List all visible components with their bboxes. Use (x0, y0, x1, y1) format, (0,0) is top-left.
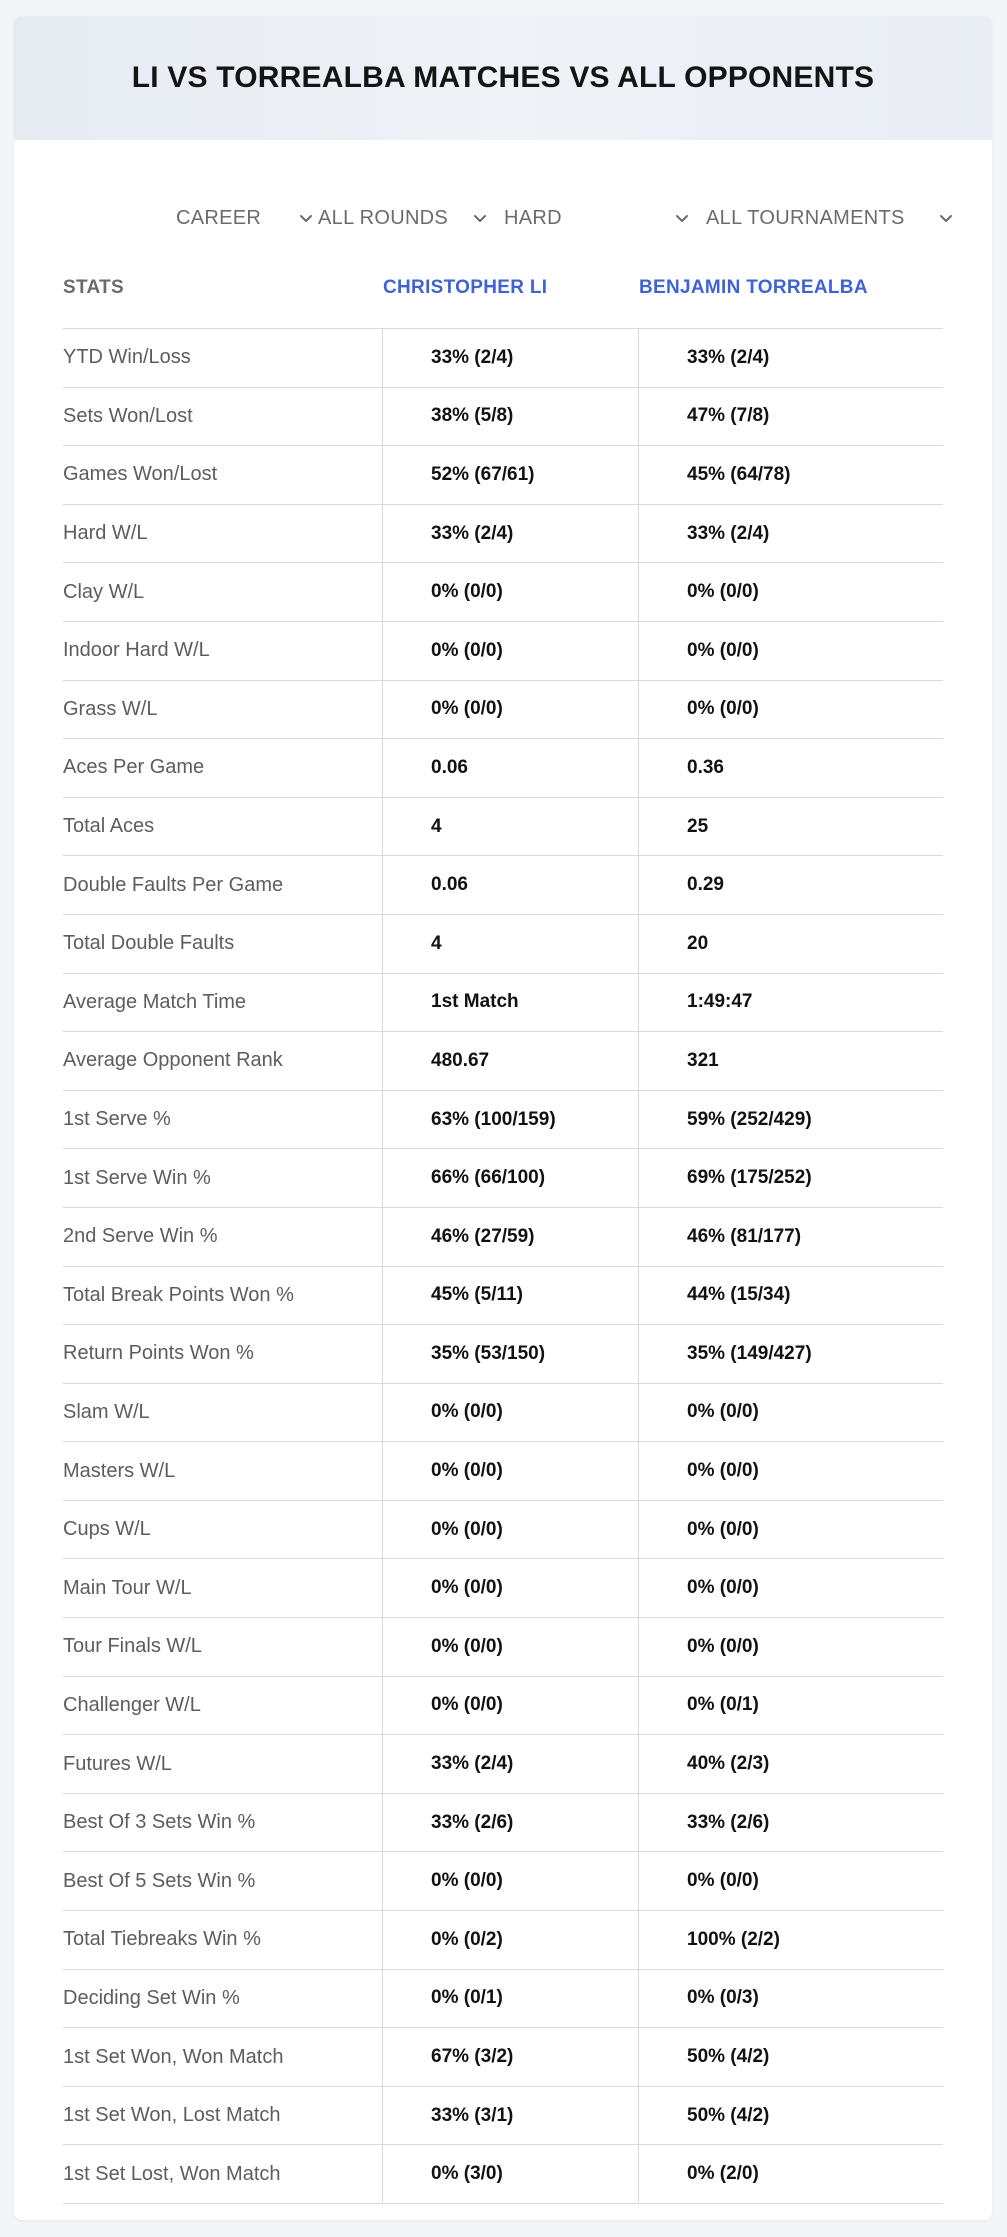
stat-label: 1st Set Won, Won Match (63, 2028, 383, 2086)
player2-stat-value: 33% (2/4) (687, 522, 770, 544)
filter-rounds-dropdown[interactable] (318, 188, 488, 248)
stat-label: Return Points Won % (63, 1325, 383, 1383)
filter-surface-value: HARD (504, 206, 562, 229)
player2-stat-value: 0% (0/0) (687, 1870, 759, 1892)
stat-label: Main Tour W/L (63, 1559, 383, 1617)
player1-stat-value: 45% (5/11) (383, 1267, 639, 1325)
stat-label: Total Double Faults (63, 915, 383, 973)
player1-stat-value: 0% (0/0) (383, 681, 639, 739)
stat-label: Average Opponent Rank (63, 1032, 383, 1090)
player2-stat-value: 0% (0/0) (687, 639, 759, 661)
player1-stat-value: 0% (0/0) (383, 563, 639, 621)
player1-stat-value: 0.06 (383, 856, 639, 914)
player2-stat-value: 0% (0/0) (687, 1635, 759, 1657)
stat-label: Best Of 3 Sets Win % (63, 1794, 383, 1852)
player1-stat-value: 0% (0/0) (383, 622, 639, 680)
stat-label: Sets Won/Lost (63, 388, 383, 446)
player2-stat-value: 45% (64/78) (687, 463, 791, 485)
table-row (63, 1208, 943, 1267)
player2-stat-value: 0% (2/0) (687, 2163, 759, 2185)
table-header (63, 248, 943, 329)
player1-stat-value: 33% (2/4) (383, 505, 639, 563)
stat-label: Cups W/L (63, 1501, 383, 1559)
card-header (14, 16, 992, 140)
table-row (63, 798, 943, 857)
table-row (63, 1501, 943, 1560)
table-row (63, 2145, 943, 2204)
chevron-down-icon (938, 210, 954, 226)
player2-stat-value: 1:49:47 (687, 991, 753, 1013)
stat-label: Indoor Hard W/L (63, 622, 383, 680)
column-header-player1[interactable]: CHRISTOPHER LI (383, 277, 548, 298)
table-row (63, 329, 943, 388)
player1-stat-value: 0% (0/0) (383, 1384, 639, 1442)
page-title: LI VS TORREALBA MATCHES VS ALL OPPONENTS (131, 61, 875, 94)
stat-label: Games Won/Lost (63, 446, 383, 504)
table-row (63, 739, 943, 798)
player1-stat-value: 46% (27/59) (383, 1208, 639, 1266)
stat-label: 1st Set Won, Lost Match (63, 2087, 383, 2145)
player2-stat-value: 25 (687, 815, 709, 837)
table-row (63, 1970, 943, 2029)
stat-label: Grass W/L (63, 681, 383, 739)
player1-stat-value: 0% (0/1) (383, 1970, 639, 2028)
table-row (63, 1325, 943, 1384)
stats-table (63, 248, 943, 2204)
table-row (63, 1735, 943, 1794)
player2-stat-value: 50% (4/2) (687, 2046, 770, 2068)
table-row (63, 1032, 943, 1091)
table-row (63, 1559, 943, 1618)
player1-stat-value: 0% (0/0) (383, 1677, 639, 1735)
player1-stat-value: 0% (0/0) (383, 1852, 639, 1910)
player2-stat-value: 35% (149/427) (687, 1342, 812, 1364)
player1-stat-value: 4 (383, 915, 639, 973)
table-body (63, 329, 943, 2204)
table-row (63, 1149, 943, 1208)
stat-label: 1st Set Lost, Won Match (63, 2145, 383, 2203)
player2-stat-value: 59% (252/429) (687, 1108, 812, 1130)
stat-label: Aces Per Game (63, 739, 383, 797)
player2-stat-value: 0.29 (687, 874, 724, 896)
stat-label: Best Of 5 Sets Win % (63, 1852, 383, 1910)
table-row (63, 1618, 943, 1677)
stat-label: 1st Serve % (63, 1091, 383, 1149)
player1-stat-value: 63% (100/159) (383, 1091, 639, 1149)
player2-stat-value: 50% (4/2) (687, 2104, 770, 2126)
chevron-down-icon (472, 210, 488, 226)
filter-tournaments-dropdown[interactable] (706, 188, 954, 248)
player2-stat-value: 33% (2/4) (687, 346, 770, 368)
player1-stat-value: 33% (2/4) (383, 329, 639, 387)
stat-label: Clay W/L (63, 563, 383, 621)
table-row (63, 681, 943, 740)
player1-stat-value: 33% (2/6) (383, 1794, 639, 1852)
table-row (63, 2087, 943, 2146)
stat-label: Hard W/L (63, 505, 383, 563)
player2-stat-value: 44% (15/34) (687, 1284, 791, 1306)
stat-label: Double Faults Per Game (63, 856, 383, 914)
player2-stat-value: 69% (175/252) (687, 1167, 812, 1189)
table-row (63, 1091, 943, 1150)
stat-label: Total Tiebreaks Win % (63, 1911, 383, 1969)
chevron-down-icon (298, 210, 314, 226)
player2-stat-value: 47% (7/8) (687, 405, 770, 427)
filter-tournaments-value: ALL TOURNAMENTS (706, 206, 905, 229)
player2-stat-value: 40% (2/3) (687, 1753, 770, 1775)
player2-stat-value: 100% (2/2) (687, 1928, 780, 1950)
player1-stat-value: 0% (0/0) (383, 1618, 639, 1676)
player1-stat-value: 0% (0/2) (383, 1911, 639, 1969)
table-row (63, 1911, 943, 1970)
stat-label: Tour Finals W/L (63, 1618, 383, 1676)
table-row (63, 622, 943, 681)
player1-stat-value: 0% (3/0) (383, 2145, 639, 2203)
player2-stat-value: 0% (0/0) (687, 1460, 759, 1482)
player1-stat-value: 0% (0/0) (383, 1559, 639, 1617)
player1-stat-value: 0% (0/0) (383, 1442, 639, 1500)
stat-label: Average Match Time (63, 974, 383, 1032)
player1-stat-value: 480.67 (383, 1032, 639, 1090)
column-header-stats: STATS (63, 277, 124, 298)
table-row (63, 388, 943, 447)
player1-stat-value: 0% (0/0) (383, 1501, 639, 1559)
player1-stat-value: 38% (5/8) (383, 388, 639, 446)
table-row (63, 915, 943, 974)
player2-stat-value: 0% (0/0) (687, 1577, 759, 1599)
table-row (63, 505, 943, 564)
stat-label: Total Break Points Won % (63, 1267, 383, 1325)
filter-bar (14, 188, 992, 248)
player1-stat-value: 33% (2/4) (383, 1735, 639, 1793)
table-row (63, 2028, 943, 2087)
player1-stat-value: 1st Match (383, 974, 639, 1032)
player2-stat-value: 0% (0/0) (687, 698, 759, 720)
stat-label: YTD Win/Loss (63, 329, 383, 387)
stat-label: Masters W/L (63, 1442, 383, 1500)
player2-stat-value: 0% (0/1) (687, 1694, 759, 1716)
stat-label: Deciding Set Win % (63, 1970, 383, 2028)
stat-label: Total Aces (63, 798, 383, 856)
stat-label: Futures W/L (63, 1735, 383, 1793)
player1-stat-value: 66% (66/100) (383, 1149, 639, 1207)
stat-label: 2nd Serve Win % (63, 1208, 383, 1266)
player1-stat-value: 4 (383, 798, 639, 856)
player2-stat-value: 20 (687, 932, 709, 954)
table-row (63, 1794, 943, 1853)
table-row (63, 446, 943, 505)
player2-stat-value: 46% (81/177) (687, 1225, 802, 1247)
player2-stat-value: 0% (0/0) (687, 581, 759, 603)
table-row (63, 1267, 943, 1326)
filter-career-dropdown[interactable] (176, 188, 314, 248)
chevron-down-icon (674, 210, 690, 226)
stats-card (14, 16, 992, 2220)
player2-stat-value: 0% (0/3) (687, 1987, 759, 2009)
table-row (63, 1442, 943, 1501)
stat-label: Challenger W/L (63, 1677, 383, 1735)
player1-stat-value: 0.06 (383, 739, 639, 797)
player1-stat-value: 52% (67/61) (383, 446, 639, 504)
player1-stat-value: 35% (53/150) (383, 1325, 639, 1383)
player2-stat-value: 33% (2/6) (687, 1811, 770, 1833)
player1-stat-value: 33% (3/1) (383, 2087, 639, 2145)
filter-career-value: CAREER (176, 206, 262, 229)
stat-label: 1st Serve Win % (63, 1149, 383, 1207)
table-row (63, 856, 943, 915)
column-header-player2[interactable]: BENJAMIN TORREALBA (639, 277, 868, 298)
table-row (63, 974, 943, 1033)
player2-stat-value: 321 (687, 1049, 719, 1071)
table-row (63, 563, 943, 622)
filter-surface-dropdown[interactable] (504, 188, 690, 248)
table-row (63, 1677, 943, 1736)
player2-stat-value: 0% (0/0) (687, 1518, 759, 1540)
table-row (63, 1384, 943, 1443)
player2-stat-value: 0% (0/0) (687, 1401, 759, 1423)
player2-stat-value: 0.36 (687, 756, 724, 778)
filter-rounds-value: ALL ROUNDS (318, 206, 449, 229)
player1-stat-value: 67% (3/2) (383, 2028, 639, 2086)
stat-label: Slam W/L (63, 1384, 383, 1442)
table-row (63, 1852, 943, 1911)
